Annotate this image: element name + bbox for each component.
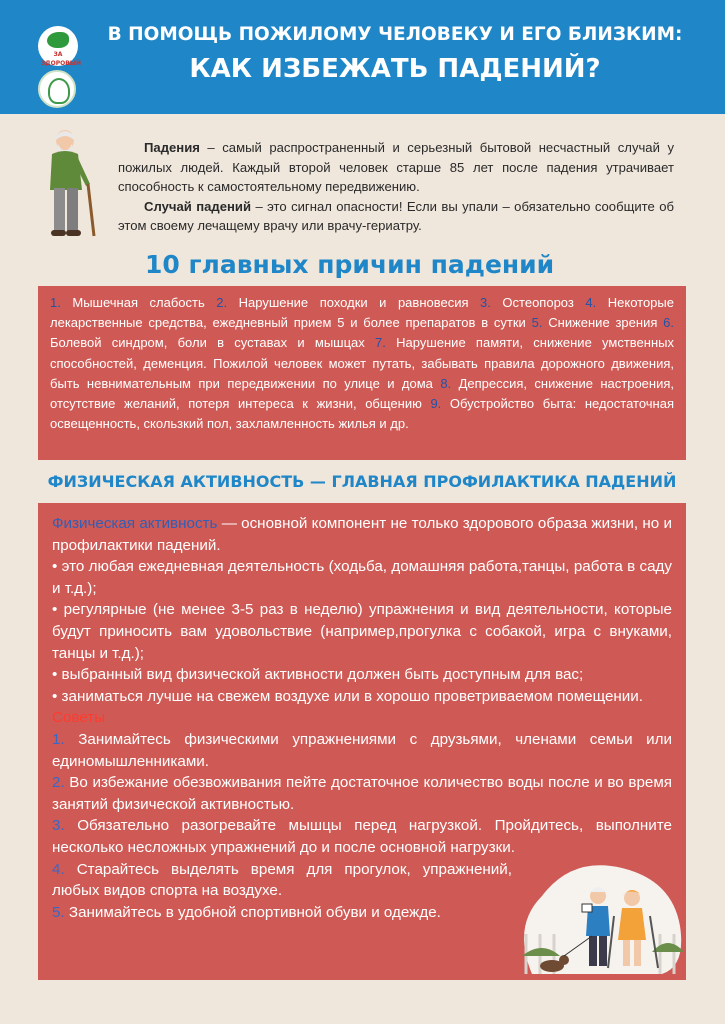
causes-list [38,286,686,460]
intro-text-1: – самый распространенный и серьезный бытовой несчастный случай у пожилых людей. Каждый второй человек старше 85 лет после падения утрачивает способность к самостоятельному передвижению. [118,140,674,195]
activity-bullet: • это любая ежедневная деятельность (ходьба, домашняя работа,танцы, работа в саду и т.д.); [52,558,672,597]
advice-heading: Советы [52,709,106,727]
leaf-icon [47,32,69,48]
title-line-1: В ПОМОЩЬ ПОЖИЛОМУ ЧЕЛОВЕКУ И ЕГО БЛИЗКИМ: [107,24,683,45]
activity-bullet: • выбранный вид физической активности должен быть доступным для вас; [52,666,584,684]
cause-text: Нарушение памяти, снижение умственных способностей, деменция. Пожилой человек может путать, забывать правила дорожного движения, быть невнимательным при передвижении по улице и дома [50,335,674,391]
cause-number: 7. [375,335,386,351]
elderly-couple-walking-illustration [502,856,688,980]
causes-heading: 10 главных причин падений [145,250,555,279]
tip-item [52,815,672,858]
cause-text: Депрессия, снижение настроения, отсутствие желаний, потеря интереса к жизни, общению [50,375,675,412]
cause-text: Снижение зрения [542,315,664,331]
page-title [90,20,700,88]
emblem-icon [48,78,70,104]
tip-text: Занимайтесь физическими упражнениями с друзьями, членами семьи или единомышленниками. [52,730,672,770]
header-banner [0,0,725,114]
activity-lead [52,513,672,556]
activity-lead-text: — основной компонент не только здорового образа жизни, но и профилактики падений. [52,515,672,554]
health-logo [38,26,82,67]
cause-number: 2. [216,295,228,310]
tip-text: Обязательно разогревайте мышцы перед нагрузкой. Пройдитесь, выполните несколько несложных упражнений до и после основной нагрузки. [52,817,672,856]
cause-number: 8. [440,375,452,391]
activity-bullet: • заниматься лучше на свежем воздухе или в хорошо проветриваемом помещении. [52,687,643,705]
tip-number: 3. [52,817,65,835]
activity-bullet: • регулярные (не менее 3-5 раз в неделю) упражнения и вид деятельности, которые будут приносить вам удовольствие (например,прогулка с собакой, игра с внуками, танцы и т.д.); [52,601,672,662]
intro-term-case: Случай падений [144,198,252,214]
medical-emblem-logo [38,70,76,108]
tip-number: 5. [52,903,65,921]
cause-number: 9. [430,396,442,412]
intro-paragraph-1 [118,138,674,197]
logo-caption: ЗА ЗДОРОВЫЙ [41,51,82,67]
cause-text: Обустройство быта: недостаточная освещенность, скользкий пол, захламленность жилья и др. [50,396,674,432]
tip-text: Занимайтесь в удобной спортивной обуви и одежде. [64,903,441,921]
title-line-2: КАК ИЗБЕЖАТЬ ПАДЕНИЙ? [189,54,601,84]
activity-term: Физическая активность [52,515,218,532]
intro-paragraph-2 [118,197,674,236]
intro-term-falls: Падения [144,140,200,155]
cause-text: Мышечная слабость [60,295,217,310]
cause-number: 1. [50,295,61,310]
tip-text: Старайтесь выделять время для прогулок, упражнений, любых видов спорта на воздухе. [52,860,512,900]
cause-text: Нарушение походки и равновесия [227,295,481,310]
cause-number: 5. [531,315,543,331]
elderly-man-illustration [38,128,98,240]
tip-item [52,772,672,815]
tip-text: Во избежание обезвоживания пейте достаточное количество воды после и во время занятий физической активностью. [52,774,672,813]
cause-number: 4. [585,295,597,310]
activity-heading: ФИЗИЧЕСКАЯ АКТИВНОСТЬ — ГЛАВНАЯ ПРОФИЛАКТИКА ПАДЕНИЙ [47,472,677,491]
tip-number: 1. [52,730,65,748]
tip-number: 4. [52,860,65,878]
cause-number: 3. [480,295,491,310]
tip-item [52,729,672,772]
cause-text: Некоторые лекарственные средства, ежедневный прием 5 и более препаратов в сутки [50,295,674,331]
intro-text [118,138,674,236]
tip-item [52,859,512,902]
cause-text: Болевой синдром, боли в суставах и мышцах [50,335,376,351]
intro-text-2: – это сигнал опасности! Если вы упали – обязательно сообщите об этом своему лечащему врачу или врачу-гериатру. [118,198,675,234]
cause-number: 6. [663,315,675,331]
cause-text: Остеопороз [490,295,586,310]
tip-number: 2. [52,774,65,792]
